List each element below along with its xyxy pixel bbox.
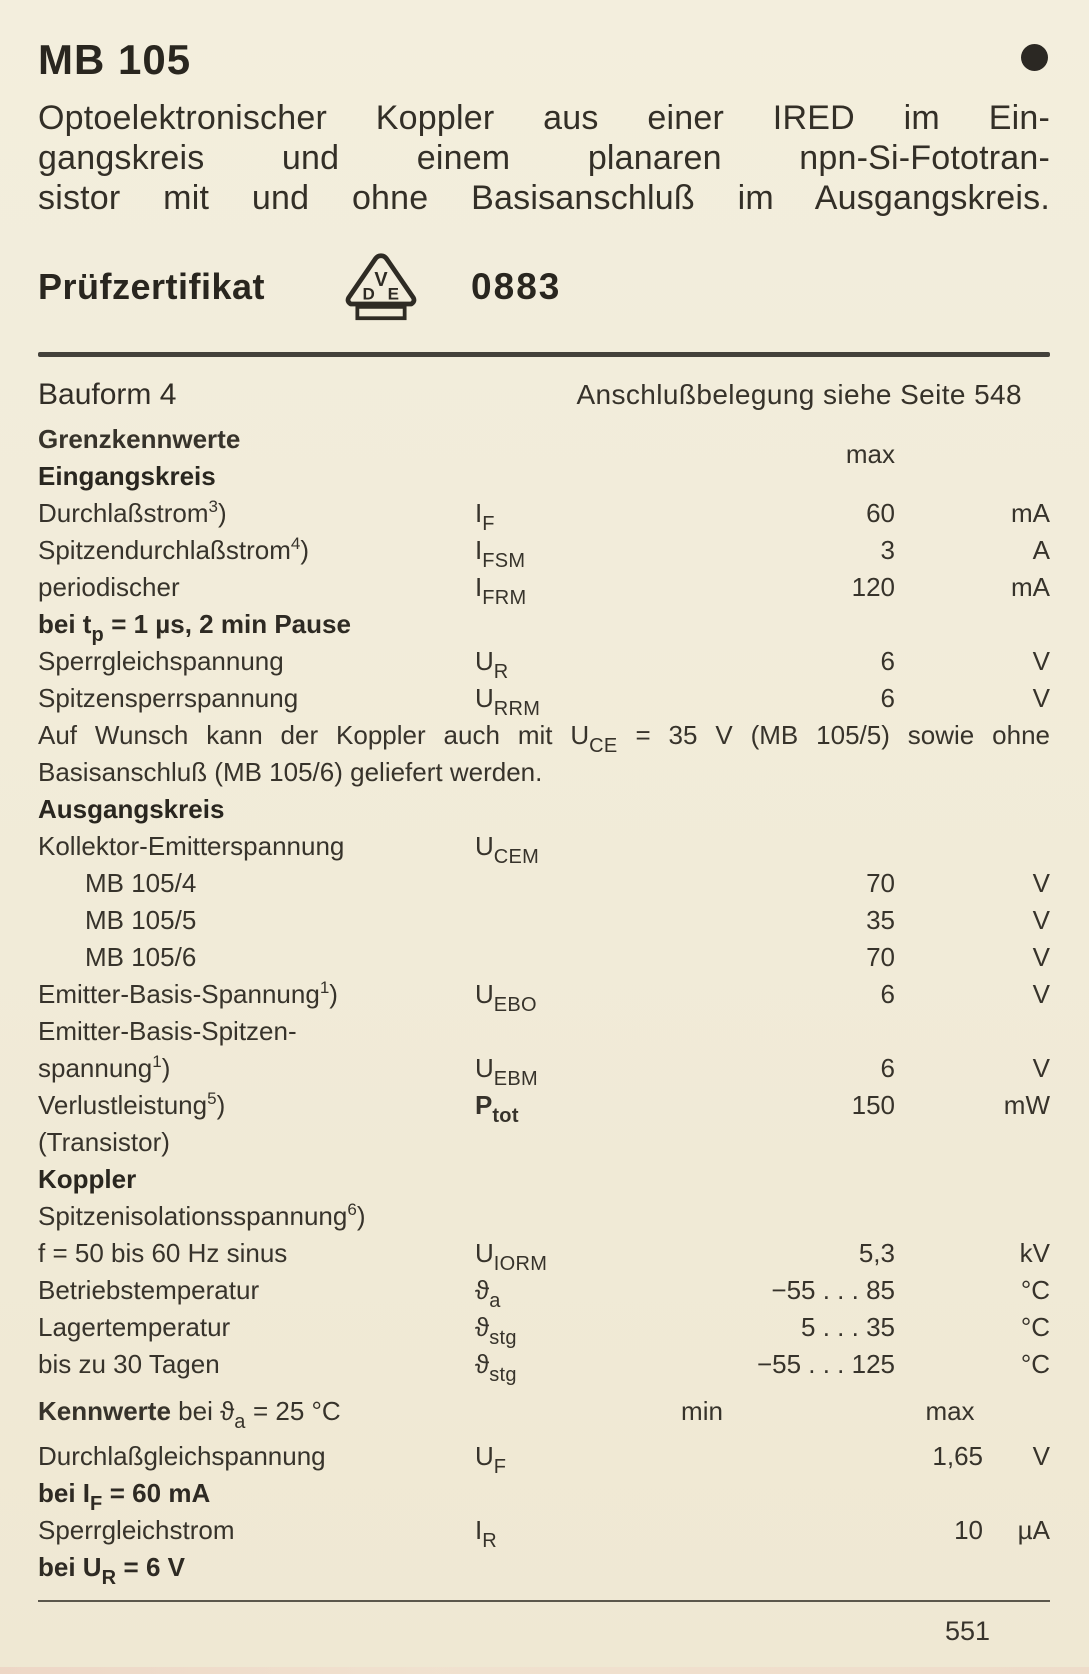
symbol-cell	[475, 1013, 655, 1050]
unit-cell	[895, 1198, 1050, 1235]
table-row	[38, 828, 1050, 868]
unit-cell: V	[1032, 683, 1050, 713]
unit-cell	[895, 828, 1050, 865]
vde-triangle-icon	[343, 252, 419, 322]
bullet-dot-icon	[1021, 44, 1048, 71]
row-label: spannung$^1$)	[38, 1052, 171, 1083]
note-line: Auf Wunsch kann der Koppler auch mit $U_{CE} = 35$ V (MB 105/5) sowie ohne	[38, 720, 1051, 757]
value-cell: 6	[880, 683, 895, 713]
unit-cell: °C	[1020, 1349, 1050, 1379]
unit-cell: kV	[1019, 1238, 1050, 1268]
row-label: bis zu 30 Tagen	[38, 1349, 220, 1379]
symbol-cell	[475, 791, 655, 828]
unit-cell: mA	[1011, 498, 1050, 528]
table-row	[38, 976, 1050, 1016]
unit-cell: V	[1032, 646, 1050, 676]
value-cell	[655, 1549, 983, 1586]
bauform-label: Bauform 4	[38, 378, 177, 411]
table-row	[38, 1512, 1050, 1552]
unit-cell	[895, 606, 1050, 643]
value-cell: 1,65	[932, 1441, 983, 1471]
table-title: Kennwerte bei $ϑ_a = 25$ °C	[38, 1396, 341, 1433]
value-cell: 70	[866, 868, 895, 898]
symbol-cell: $I_F$	[475, 498, 495, 535]
symbol-cell: $U_{CEM}$	[475, 831, 540, 868]
row-label: Emitter-Basis-Spitzen-	[38, 1016, 297, 1046]
row-label: Lagertemperatur	[38, 1312, 231, 1342]
table-row	[38, 1235, 1050, 1275]
symbol-cell: $P_{tot}$	[475, 1090, 519, 1127]
page-title: MB 105	[38, 36, 192, 83]
top-rule	[38, 352, 1050, 357]
table-row	[38, 939, 1050, 976]
unit-cell: µA	[1017, 1515, 1050, 1545]
value-cell: 10	[954, 1515, 983, 1545]
symbol-cell	[475, 1549, 655, 1586]
value-cell: 6	[880, 646, 895, 676]
value-cell: 150	[851, 1090, 895, 1120]
symbol-cell: $ϑ_{stg}$	[475, 1349, 517, 1386]
characteristics-table	[38, 1393, 1050, 1589]
row-label: bei $I_F = 60$ mA	[38, 1478, 211, 1515]
unit-cell: mA	[1011, 572, 1050, 602]
description-line: Optoelektronischer Koppler aus einer IRED im Ein-	[38, 99, 1050, 137]
pinout-reference: Anschlußbelegung siehe Seite 548	[576, 379, 1022, 410]
symbol-cell	[475, 606, 655, 643]
table-row	[38, 902, 1050, 939]
value-cell: 35	[866, 905, 895, 935]
unit-cell: V	[1032, 1441, 1050, 1471]
certificate-row	[38, 252, 1050, 322]
row-label: Kollektor-Emitterspannung	[38, 831, 345, 861]
symbol-cell: $U_{EBM}$	[475, 1053, 539, 1090]
table-row	[38, 1050, 1050, 1090]
symbol-cell	[475, 458, 655, 495]
unit-cell	[983, 1475, 1050, 1512]
column-header-max: max	[845, 439, 895, 469]
column-header-min: min	[681, 1396, 723, 1426]
column-header-max: max	[925, 1396, 975, 1426]
table-row	[38, 680, 1050, 720]
value-cell	[655, 606, 895, 643]
value-cell: 5,3	[858, 1238, 895, 1268]
table-row	[38, 865, 1050, 902]
table-row	[38, 1013, 1050, 1050]
symbol-cell	[475, 1198, 655, 1235]
row-label: MB 105/6	[85, 942, 197, 972]
symbol-cell: $I_{FRM}$	[475, 572, 527, 609]
value-cell	[655, 1475, 983, 1512]
symbol-cell	[475, 865, 655, 902]
symbol-cell: $U_R$	[475, 646, 509, 683]
table-row	[38, 1161, 1050, 1198]
value-cell: 60	[866, 498, 895, 528]
unit-cell: A	[1032, 535, 1050, 565]
unit-cell: V	[1032, 868, 1050, 898]
symbol-cell: $U_{IORM}$	[475, 1238, 548, 1275]
bauform-row	[38, 377, 1050, 413]
symbol-cell	[475, 1124, 655, 1161]
row-label: Eingangskreis	[38, 461, 216, 491]
value-cell: 70	[866, 942, 895, 972]
row-label: bei $t_p = 1$ µs, 2 min Pause	[38, 609, 351, 646]
unit-cell: V	[1032, 905, 1050, 935]
row-label: periodischer	[38, 572, 180, 602]
description-line: sistor mit und ohne Basisanschluß im Ausgangskreis.	[38, 179, 1050, 217]
row-label: Spitzensperrspannung	[38, 683, 299, 713]
unit-cell	[895, 458, 1050, 495]
row-label: Sperrgleichstrom	[38, 1515, 235, 1545]
symbol-cell: $ϑ_a$	[475, 1275, 501, 1312]
table-row	[38, 1272, 1050, 1312]
symbol-cell	[475, 1161, 655, 1198]
table-row	[38, 495, 1050, 535]
symbol-cell: $ϑ_{stg}$	[475, 1312, 517, 1349]
row-label: (Transistor)	[38, 1127, 170, 1157]
vde-letter-v: V	[374, 269, 388, 292]
table-row	[38, 569, 1050, 609]
row-label: MB 105/4	[85, 868, 197, 898]
symbol-cell	[475, 902, 655, 939]
unit-cell: °C	[1020, 1312, 1050, 1342]
value-cell: 6	[880, 1053, 895, 1083]
symbol-cell	[475, 421, 655, 458]
unit-cell	[895, 1013, 1050, 1050]
unit-cell: V	[1032, 979, 1050, 1009]
unit-cell: V	[1032, 942, 1050, 972]
symbol-cell: $U_F$	[475, 1441, 507, 1478]
value-cell	[655, 1198, 895, 1235]
row-label: Ausgangskreis	[38, 794, 225, 824]
table-row	[38, 1393, 1050, 1433]
row-label: Verlustleistung$^5$)	[38, 1089, 226, 1120]
row-label: Grenzkennwerte	[38, 424, 241, 454]
value-cell	[655, 1013, 895, 1050]
limits-table	[38, 421, 1051, 1386]
value-cell: 120	[851, 572, 895, 602]
certificate-number: 0883	[471, 266, 562, 307]
unit-cell	[895, 791, 1050, 828]
row-label: Sperrgleichspannung	[38, 646, 284, 676]
table-row	[38, 606, 1050, 646]
unit-cell	[895, 1161, 1050, 1198]
row-label: bei $U_R = 6$ V	[38, 1552, 185, 1589]
unit-cell	[983, 1549, 1050, 1586]
table-row	[38, 643, 1050, 683]
table-row	[38, 791, 1050, 828]
value-cell	[655, 1161, 895, 1198]
value-cell: 6	[880, 979, 895, 1009]
table-row	[38, 421, 1050, 469]
page-number: 551	[944, 1616, 990, 1646]
row-label: Spitzendurchlaßstrom$^4$)	[38, 534, 310, 565]
unit-cell: mW	[1003, 1090, 1050, 1120]
table-row	[38, 458, 1050, 495]
symbol-cell	[475, 939, 655, 976]
note-line: Basisanschluß (MB 105/6) geliefert werden.	[38, 757, 543, 787]
description	[38, 98, 1050, 218]
table-row	[38, 532, 1050, 572]
row-label: Koppler	[38, 1164, 137, 1194]
value-cell	[655, 828, 895, 865]
table-row	[38, 1198, 1050, 1235]
row-label: Emitter-Basis-Spannung$^1$)	[38, 978, 338, 1009]
value-cell: 5 . . . 35	[801, 1312, 895, 1342]
unit-cell	[895, 1124, 1050, 1161]
vde-letter-d: D	[362, 284, 375, 304]
row-label: Durchlaßgleichspannung	[38, 1441, 326, 1471]
value-cell: 3	[880, 535, 895, 565]
table-row	[38, 1549, 1050, 1589]
row-label: f = 50 bis 60 Hz sinus	[38, 1238, 288, 1268]
symbol-cell	[475, 1475, 655, 1512]
symbol-cell: $U_{EBO}$	[475, 979, 537, 1016]
table-row	[38, 1309, 1050, 1349]
value-cell: −55 . . . 125	[756, 1349, 895, 1379]
row-label: Betriebstemperatur	[38, 1275, 260, 1305]
row-label: Spitzenisolationsspannung$^6$)	[38, 1200, 366, 1231]
value-cell	[655, 1124, 895, 1161]
table-row	[38, 1346, 1050, 1386]
table-row	[38, 1475, 1050, 1515]
bottom-rule	[38, 1600, 1050, 1602]
row-label: MB 105/5	[85, 905, 197, 935]
table-row	[38, 1124, 1050, 1161]
vde-letter-e: E	[387, 284, 400, 304]
unit-cell: °C	[1020, 1275, 1050, 1305]
symbol-cell: $I_{FSM}$	[475, 535, 526, 572]
page-header	[38, 36, 1050, 84]
value-cell	[655, 791, 895, 828]
unit-cell	[895, 421, 1050, 458]
symbol-cell: $U_{RRM}$	[475, 683, 541, 720]
row-label: Durchlaßstrom$^3$)	[38, 497, 227, 528]
certificate-label: Prüfzertifikat	[38, 266, 266, 307]
table-row	[38, 1438, 1050, 1478]
symbol-cell: $I_R$	[475, 1515, 497, 1552]
table-row	[38, 1087, 1050, 1127]
scan-edge-artifact	[0, 1667, 1089, 1674]
value-cell: −55 . . . 85	[771, 1275, 895, 1305]
unit-cell: V	[1032, 1053, 1050, 1083]
description-line: gangskreis und einem planaren npn-Si-Fototran-	[38, 139, 1050, 177]
